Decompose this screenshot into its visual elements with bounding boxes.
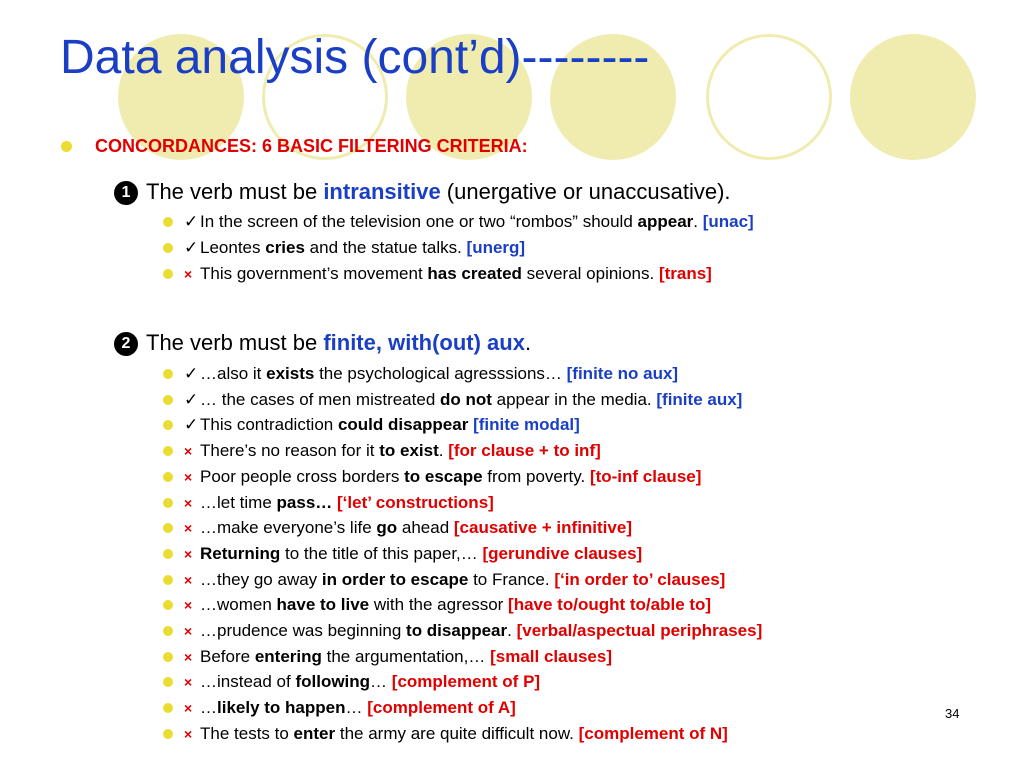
example-pre: …women xyxy=(200,595,277,614)
cross-icon: × xyxy=(184,520,193,536)
example-tag: [‘in order to’ clauses] xyxy=(554,570,726,589)
example-post: . xyxy=(693,212,703,231)
example-post: ahead xyxy=(397,518,454,537)
example-keyword: following xyxy=(295,672,371,691)
example-pre: … the cases of men mistreated xyxy=(200,390,440,409)
cross-icon: × xyxy=(184,649,193,665)
number-2-badge: 2 xyxy=(114,332,138,356)
example-tag: [finite no aux] xyxy=(566,364,679,383)
example-text xyxy=(184,569,725,591)
bullet-icon xyxy=(163,446,173,456)
bullet-icon xyxy=(163,523,173,533)
example-tag: [for clause + to inf] xyxy=(448,441,601,460)
example-keyword: go xyxy=(376,518,398,537)
example-keyword: have to live xyxy=(276,595,370,614)
bullet-icon xyxy=(163,626,173,636)
example-pre: …let time xyxy=(200,493,277,512)
example-pre: This government’s movement xyxy=(200,264,428,283)
example-tag: [unac] xyxy=(702,212,754,231)
example-text xyxy=(184,543,642,565)
example-text xyxy=(184,389,742,411)
bullet-icon xyxy=(163,217,173,227)
cross-icon: × xyxy=(184,726,193,742)
example-text xyxy=(184,620,762,642)
bullet-icon xyxy=(163,575,173,585)
example-keyword: enter xyxy=(293,724,336,743)
example-post: with the agressor xyxy=(369,595,509,614)
example-post: and the statue talks. xyxy=(304,238,467,257)
cross-icon: × xyxy=(184,443,193,459)
example-post: … xyxy=(345,698,368,717)
criterion-1-keyword: intransitive xyxy=(323,179,441,204)
example-tag: [unerg] xyxy=(466,238,526,257)
example-keyword: likely to happen xyxy=(217,698,346,717)
example-keyword: cries xyxy=(265,238,305,257)
example-pre: …make everyone’s life xyxy=(200,518,377,537)
example-keyword: to escape xyxy=(404,467,483,486)
bullet-icon xyxy=(163,677,173,687)
example-tag: [finite aux] xyxy=(656,390,743,409)
example-post: to France. xyxy=(468,570,555,589)
decor-ring-2 xyxy=(706,34,832,160)
example-text xyxy=(184,466,701,488)
criterion-1: 1 The verb must be intransitive (unergative or unaccusative). xyxy=(114,179,731,205)
example-pre: This contradiction xyxy=(200,415,338,434)
bullet-icon xyxy=(163,369,173,379)
example-post: to the title of this paper,… xyxy=(280,544,483,563)
example-pre: …instead of xyxy=(200,672,296,691)
example-keyword: to exist xyxy=(379,441,439,460)
example-text xyxy=(184,723,728,745)
example-pre: Leontes xyxy=(200,238,266,257)
example-post: several opinions. xyxy=(521,264,659,283)
example-keyword: exists xyxy=(266,364,315,383)
example-post: the argumentation,… xyxy=(321,647,491,666)
bullet-icon xyxy=(163,652,173,662)
cross-icon: × xyxy=(184,495,193,511)
example-pre: In the screen of the television one or two “rombos” should xyxy=(200,212,638,231)
bullet-icon xyxy=(163,269,173,279)
example-post: . xyxy=(438,441,449,460)
example-text xyxy=(184,414,580,436)
cross-icon: × xyxy=(184,546,193,562)
section-heading-text: CONCORDANCES: 6 BASIC FILTERING CRITERIA: xyxy=(95,136,528,156)
cross-icon: × xyxy=(184,623,193,639)
example-pre: …also it xyxy=(200,364,267,383)
example-tag: [finite modal] xyxy=(473,415,580,434)
cross-icon: × xyxy=(184,266,193,282)
example-tag: [complement of A] xyxy=(367,698,516,717)
check-icon: ✓ xyxy=(184,212,199,231)
example-keyword: could disappear xyxy=(337,415,469,434)
example-keyword: to disappear xyxy=(406,621,508,640)
cross-icon: × xyxy=(184,674,193,690)
bullet-icon xyxy=(163,420,173,430)
example-keyword: do not xyxy=(440,390,492,409)
example-pre: Before xyxy=(200,647,255,666)
example-keyword: pass… xyxy=(276,493,333,512)
bullet-icon xyxy=(61,141,72,152)
bullet-icon xyxy=(163,395,173,405)
example-text xyxy=(184,237,525,259)
example-pre: …they go away xyxy=(200,570,322,589)
criterion-2: 2 The verb must be finite, with(out) aux. xyxy=(114,330,531,356)
example-post: … xyxy=(370,672,392,691)
example-tag: [trans] xyxy=(658,264,712,283)
bullet-icon xyxy=(163,703,173,713)
cross-icon: × xyxy=(184,700,193,716)
page-number: 34 xyxy=(945,706,960,721)
cross-icon: × xyxy=(184,597,193,613)
example-post: appear in the media. xyxy=(491,390,657,409)
example-tag: [‘let’ constructions] xyxy=(337,493,494,512)
example-tag: [gerundive clauses] xyxy=(482,544,643,563)
cross-icon: × xyxy=(184,469,193,485)
example-keyword: Returning xyxy=(200,544,281,563)
example-tag: [have to/ought to/able to] xyxy=(508,595,712,614)
example-text xyxy=(184,211,754,233)
bullet-icon xyxy=(163,498,173,508)
example-pre: The tests to xyxy=(200,724,294,743)
example-text xyxy=(184,697,516,719)
criterion-2-keyword: finite, with(out) aux xyxy=(323,330,525,355)
example-text xyxy=(184,671,540,693)
example-text xyxy=(184,363,678,385)
example-text xyxy=(184,492,494,514)
slide-title: Data analysis (cont’d)-------- xyxy=(60,31,650,84)
example-text xyxy=(184,517,632,539)
example-keyword: has created xyxy=(427,264,522,283)
example-post: from poverty. xyxy=(482,467,590,486)
bullet-icon xyxy=(163,472,173,482)
example-post: the psychological agresssions… xyxy=(314,364,567,383)
example-tag: [complement of N] xyxy=(578,724,728,743)
example-post: the army are quite difficult now. xyxy=(335,724,579,743)
check-icon: ✓ xyxy=(184,364,199,383)
example-text xyxy=(184,440,601,462)
example-keyword: appear xyxy=(637,212,694,231)
example-pre: …prudence was beginning xyxy=(200,621,407,640)
example-tag: [verbal/aspectual periphrases] xyxy=(516,621,763,640)
bullet-icon xyxy=(163,729,173,739)
example-text xyxy=(184,594,711,616)
example-keyword: entering xyxy=(254,647,322,666)
example-tag: [complement of P] xyxy=(391,672,541,691)
number-1-badge: 1 xyxy=(114,181,138,205)
example-tag: [causative + infinitive] xyxy=(453,518,632,537)
example-post: . xyxy=(507,621,517,640)
check-icon: ✓ xyxy=(184,415,199,434)
example-text xyxy=(184,646,612,668)
bullet-icon xyxy=(163,243,173,253)
cross-icon: × xyxy=(184,572,193,588)
check-icon: ✓ xyxy=(184,390,199,409)
check-icon: ✓ xyxy=(184,238,199,257)
example-tag: [small clauses] xyxy=(490,647,612,666)
example-pre: There’s no reason for it xyxy=(200,441,380,460)
example-text xyxy=(184,263,712,285)
example-keyword: in order to escape xyxy=(321,570,469,589)
example-pre: Poor people cross borders xyxy=(200,467,405,486)
bullet-icon xyxy=(163,600,173,610)
decor-circle-4 xyxy=(850,34,976,160)
example-tag: [to-inf clause] xyxy=(589,467,702,486)
bullet-icon xyxy=(163,549,173,559)
example-pre: … xyxy=(200,698,217,717)
